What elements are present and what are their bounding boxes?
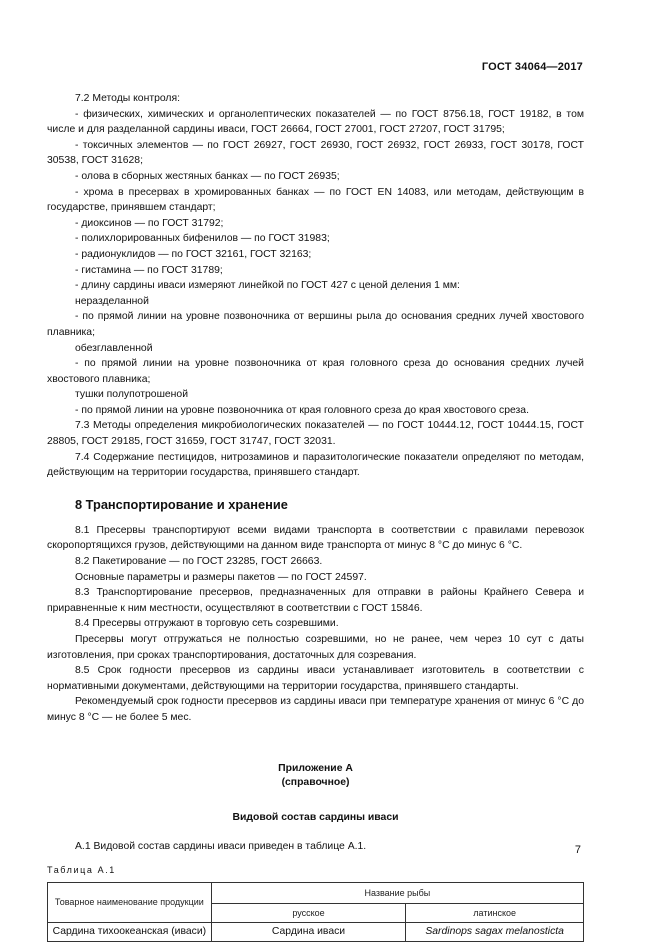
list-item: - диоксинов — по ГОСТ 31792; xyxy=(75,217,224,229)
paragraph-8-4b: Пресервы могут отгружаться не полностью созревшими, но не ранее, чем через 10 сут с даты изготовления, при сроках транспортирования, достаточных для созревания. xyxy=(47,634,584,661)
table-cell-latin: Sardinops sagax melanosticta xyxy=(406,923,584,942)
table-header-trade-name: Товарное наименование продукции xyxy=(48,883,212,923)
table-label: Таблица А.1 xyxy=(47,864,116,875)
paragraph-7-2: 7.2 Методы контроля: xyxy=(75,93,180,104)
table-row xyxy=(48,923,584,942)
list-item: - токсичных элементов — по ГОСТ 26927, ГОСТ 26930, ГОСТ 26932, ГОСТ 26933, ГОСТ 30178, ГОСТ 30538, ГОСТ 31628; xyxy=(47,139,584,167)
paragraph-8-4: 8.4 Пресервы отгружают в торговую сеть созревшими. xyxy=(75,618,339,630)
paragraph-7-4: 7.4 Содержание пестицидов, нитрозаминов и паразитологические показатели определяют по методам, действующим на территории государства, принявшего стандарт. xyxy=(47,451,584,479)
table-cell-russian: Сардина иваси xyxy=(211,923,406,942)
paragraph-8-5b: Рекомендуемый срок годности пресервов из сардины иваси при температуре хранения от минус 6 °С до минус 8 °С — не более 5 мес. xyxy=(47,696,584,723)
table-header-latin: латинское xyxy=(406,904,584,923)
measure-label-undivided: неразделанной xyxy=(75,295,149,307)
appendix-title: Приложение А xyxy=(278,762,353,774)
paragraph-8-5: 8.5 Срок годности пресервов из сардины иваси устанавливает изготовитель в соответствии с нормативными документами, действующими на территории государства, принявшего стандарты. xyxy=(47,665,584,692)
table-cell-trade: Сардина тихоокеанская (иваси) xyxy=(48,923,212,942)
paragraph-8-2: 8.2 Пакетирование — по ГОСТ 23285, ГОСТ 26663. xyxy=(75,556,323,568)
table-header-fish-name: Название рыбы xyxy=(211,883,583,904)
list-item: - длину сардины иваси измеряют линейкой по ГОСТ 427 с ценой деления 1 мм: xyxy=(75,280,460,292)
paragraph-8-1: 8.1 Пресервы транспортируют всеми видами транспорта в соответствии с правилами перевозок скоропортящихся грузов, действующими на данном виде транспорта от минус 8 °С до минус 6 °С. xyxy=(47,524,584,552)
appendix-heading: Видовой состав сардины иваси xyxy=(232,811,399,823)
document-code: ГОСТ 34064—2017 xyxy=(481,61,583,73)
list-item: - гистамина — по ГОСТ 31789; xyxy=(75,264,223,276)
page-content xyxy=(47,91,584,942)
measure-label-headless: обезглавленной xyxy=(75,342,153,354)
measure-text-headless: - по прямой линии на уровне позвоночника от края головного среза до основания средних лучей хвостового плавника; xyxy=(47,358,584,385)
measure-text-undivided: - по прямой линии на уровне позвоночника от вершины рыла до основания средних лучей хвостового плавника; xyxy=(47,311,584,338)
measure-text-carcass: - по прямой линии на уровне позвоночника от края головного среза до края хвостового среза. xyxy=(75,404,529,416)
appendix-subtitle: (справочное) xyxy=(281,776,350,788)
measure-label-carcass: тушки полупотрошеной xyxy=(75,389,189,401)
list-item: - хрома в пресервах в хромированных банках — по ГОСТ EN 14083, или методам, действующим в государстве, принявшем стандарт; xyxy=(47,186,584,214)
table-header-russian: русское xyxy=(211,904,406,923)
list-item: - радионуклидов — по ГОСТ 32161, ГОСТ 32163; xyxy=(75,248,312,260)
list-item: - олова в сборных жестяных банках — по ГОСТ 26935; xyxy=(75,170,340,182)
paragraph-7-3: 7.3 Методы определения микробиологических показателей — по ГОСТ 10444.12, ГОСТ 10444.15, ГОСТ 28805, ГОСТ 29185, ГОСТ 31659, ГОСТ 31747, ГОСТ 32031. xyxy=(47,420,584,448)
paragraph-a1: А.1 Видовой состав сардины иваси приведен в таблице А.1. xyxy=(75,841,367,853)
list-item: - полихлорированных бифенилов — по ГОСТ 31983; xyxy=(75,233,330,245)
page-number: 7 xyxy=(574,844,581,856)
list-item: - физических, химических и органолептических показателей — по ГОСТ 8756.18, ГОСТ 19182, в том числе и для разделанной сардины иваси, ГОСТ 26664, ГОСТ 27001, ГОСТ 27207, ГОСТ 31795; xyxy=(47,108,584,136)
paragraph-8-3: 8.3 Транспортирование пресервов, предназначенных для отправки в районы Крайнего Севера и приравненные к ним местности, осуществляют в соответствии с ГОСТ 15846. xyxy=(47,587,584,614)
paragraph-8-2b: Основные параметры и размеры пакетов — по ГОСТ 24597. xyxy=(75,571,367,583)
section-8-title: 8 Транспортирование и хранение xyxy=(75,496,288,512)
species-table xyxy=(47,882,584,942)
